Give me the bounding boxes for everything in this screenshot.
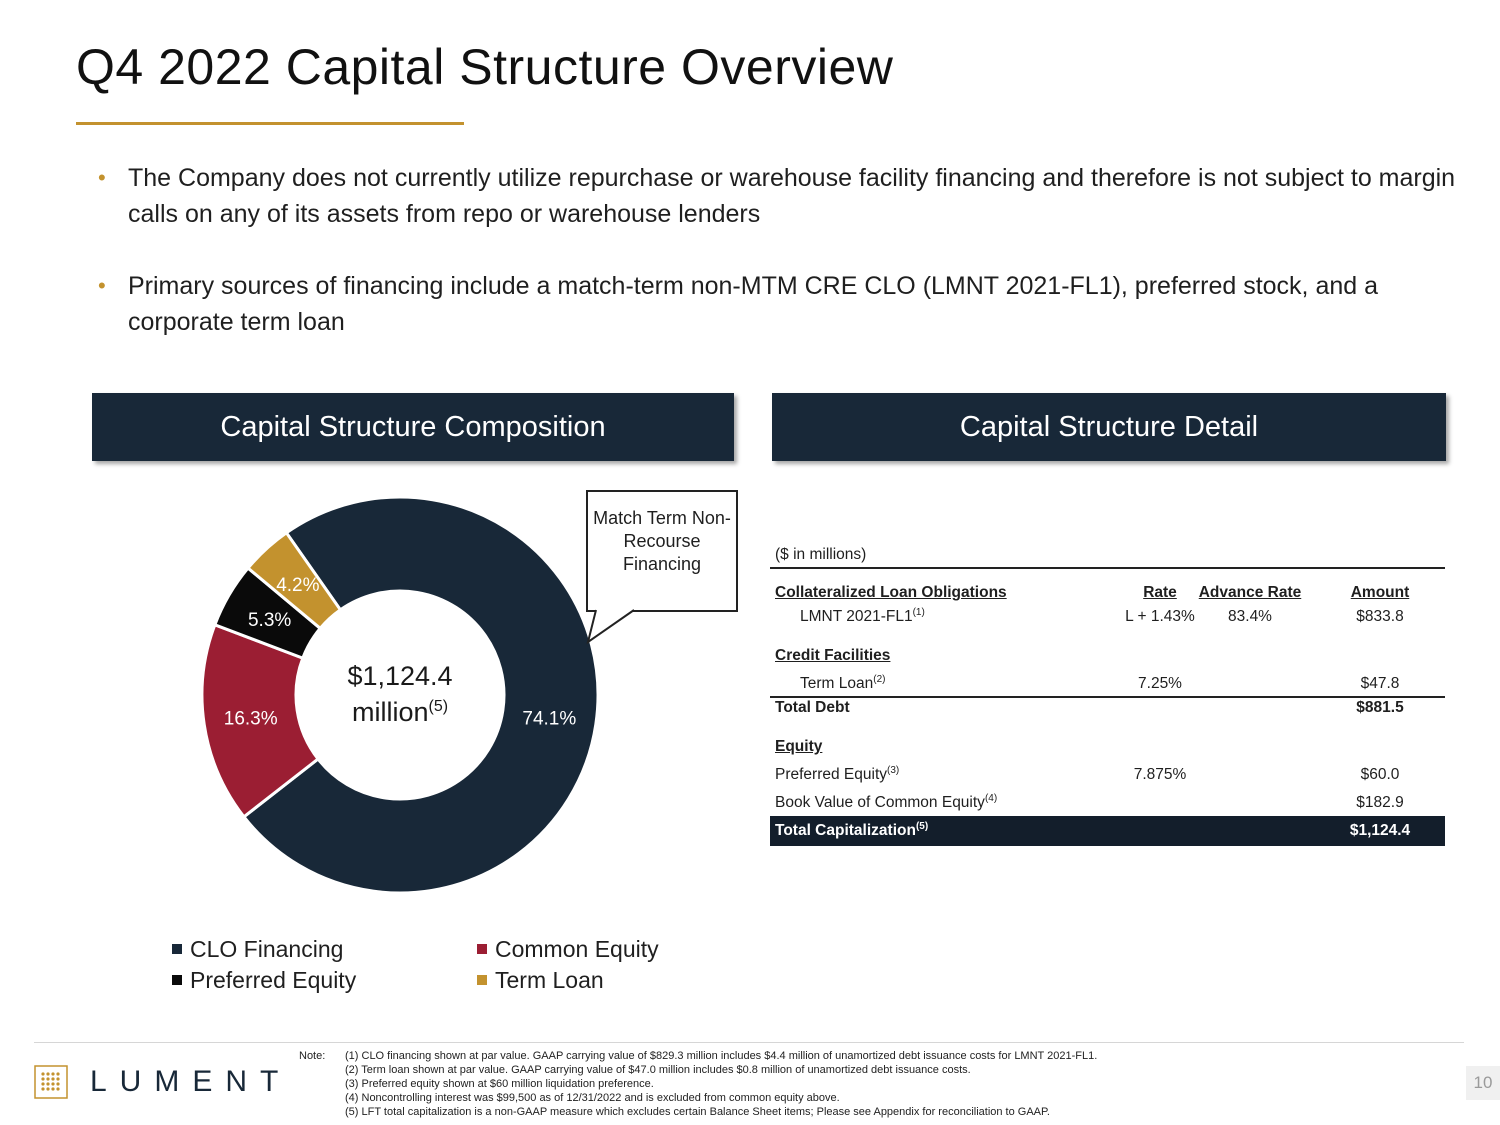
table-row — [770, 790, 1445, 816]
bullet-text: Primary sources of financing include a match-term non-MTM CRE CLO (LMNT 2021-FL1), preferred stock, and a corporate term loan — [128, 272, 1378, 336]
total-debt-amount: $881.5 — [1356, 699, 1404, 716]
footnote-line: (1) CLO financing shown at par value. GAAP carrying value of $829.3 million includes $4.4 million of unamortized debt issuance costs for LMNT 2021-FL1. — [345, 1050, 1098, 1062]
legend-item-common-equity — [477, 936, 659, 963]
match-term-callout: Match Term Non-Recourse Financing — [586, 490, 738, 612]
row-amount: $833.8 — [1356, 608, 1404, 625]
legend-label: CLO Financing — [190, 936, 344, 962]
legend-item-term-loan — [477, 967, 604, 994]
footnote-line: (2) Term loan shown at par value. GAAP carrying value of $47.0 million includes $0.8 million of unamortized debt issuance costs. — [345, 1064, 971, 1076]
footnote-line: (3) Preferred equity shown at $60 million liquidation preference. — [345, 1078, 654, 1090]
row-amount: $47.8 — [1360, 675, 1400, 692]
rate-column-header: Rate — [1143, 584, 1177, 601]
legend-label: Term Loan — [495, 967, 604, 993]
total-capitalization-row — [770, 816, 1445, 846]
donut-slices — [202, 497, 598, 893]
row-label — [800, 671, 885, 697]
slice-percent-label: 16.3% — [223, 708, 278, 730]
row-label-text: LMNT 2021-FL1 — [800, 608, 913, 625]
table-row — [770, 762, 1445, 788]
footnote-marker: (1) — [912, 606, 925, 618]
bullet-item — [98, 268, 1468, 340]
table-row — [770, 671, 1445, 697]
equity-header-row — [770, 734, 1445, 760]
table-unit-row — [770, 542, 1445, 568]
row-label-text: Term Loan — [800, 675, 874, 692]
note-label: Note: — [299, 1050, 326, 1062]
slice-percent-label: 5.3% — [247, 609, 292, 631]
footer-divider — [34, 1042, 1464, 1043]
total-cap-label — [775, 816, 928, 846]
row-label-text: Preferred Equity — [775, 766, 887, 783]
donut-center-unit — [352, 697, 448, 727]
total-cap-amount: $1,124.4 — [1349, 822, 1411, 839]
bullet-dot-icon: • — [98, 165, 106, 190]
row-rate: L + 1.43% — [1125, 608, 1195, 625]
legend-swatch-icon — [477, 975, 487, 985]
slice-percent-label: 4.2% — [276, 574, 320, 596]
legend-swatch-icon — [172, 975, 182, 985]
bullet-text: The Company does not currently utilize repurchase or warehouse facility financing and therefore is not subject to margin calls on any of its assets from repo or warehouse lenders — [128, 164, 1456, 228]
slice-percent-label: 74.1% — [522, 708, 577, 730]
callout-pointer — [582, 608, 642, 648]
composition-panel-header: Capital Structure Composition — [92, 393, 734, 461]
legend-swatch-icon — [477, 944, 487, 954]
logo-wordmark: LUMENT — [90, 1065, 292, 1098]
amount-column-header: Amount — [1350, 584, 1410, 601]
bullet-item — [98, 160, 1468, 232]
donut-chart — [190, 485, 610, 905]
lument-grid-icon — [34, 1065, 68, 1099]
donut-center-footnote: (5) — [428, 698, 449, 715]
bullet-dot-icon: • — [98, 273, 106, 298]
page-title: Q4 2022 Capital Structure Overview — [76, 39, 894, 95]
legend-item-clo — [172, 936, 343, 963]
legend-label: Preferred Equity — [190, 967, 357, 993]
footnote-line: (5) LFT total capitalization is a non-GAAP measure which excludes certain Balance Sheet items; Please see Appendix for reconciliation to GAAP. — [345, 1106, 1050, 1118]
legend-label: Common Equity — [495, 936, 659, 962]
equity-section-header: Equity — [775, 738, 823, 755]
row-advance-rate: 83.4% — [1228, 608, 1272, 625]
donut-center-unit-text: million — [351, 697, 429, 727]
advance-rate-column-header: Advance Rate — [1198, 584, 1302, 601]
unit-note: ($ in millions) — [775, 546, 867, 563]
total-debt-row — [770, 695, 1445, 721]
legend-item-preferred-equity — [172, 967, 356, 994]
row-amount: $60.0 — [1360, 766, 1400, 783]
company-logo — [34, 1065, 291, 1099]
bullet-list — [98, 160, 1468, 376]
total-cap-label-text: Total Capitalization — [775, 822, 916, 839]
footnote-marker: (3) — [887, 764, 900, 776]
legend-swatch-icon — [172, 944, 182, 954]
title-underline — [76, 122, 464, 125]
row-label — [775, 762, 899, 788]
credit-header-row — [770, 643, 1445, 669]
footnote-marker: (4) — [984, 792, 998, 804]
table-row — [770, 604, 1445, 630]
row-rate: 7.25% — [1138, 675, 1182, 692]
credit-section-header: Credit Facilities — [775, 647, 891, 664]
table-top-rule — [770, 567, 1445, 569]
table-header-row — [770, 580, 1445, 606]
row-label — [775, 790, 997, 816]
clo-section-header: Collateralized Loan Obligations — [775, 584, 1007, 601]
row-rate: 7.875% — [1133, 766, 1187, 783]
footnote-line: (4) Noncontrolling interest was $99,500 as of 12/31/2022 and is excluded from common equity above. — [345, 1092, 840, 1104]
footnote-marker: (2) — [873, 673, 886, 685]
row-label-text: Book Value of Common Equity — [775, 794, 985, 811]
row-amount: $182.9 — [1356, 794, 1404, 811]
detail-panel-header: Capital Structure Detail — [772, 393, 1446, 461]
total-debt-label: Total Debt — [775, 699, 850, 716]
footnote-marker: (5) — [915, 820, 929, 832]
page-number: 10 — [1466, 1066, 1500, 1100]
row-label — [800, 604, 925, 630]
note-lines — [345, 1049, 1245, 1119]
donut-center-value: $1,124.4 — [347, 661, 453, 691]
